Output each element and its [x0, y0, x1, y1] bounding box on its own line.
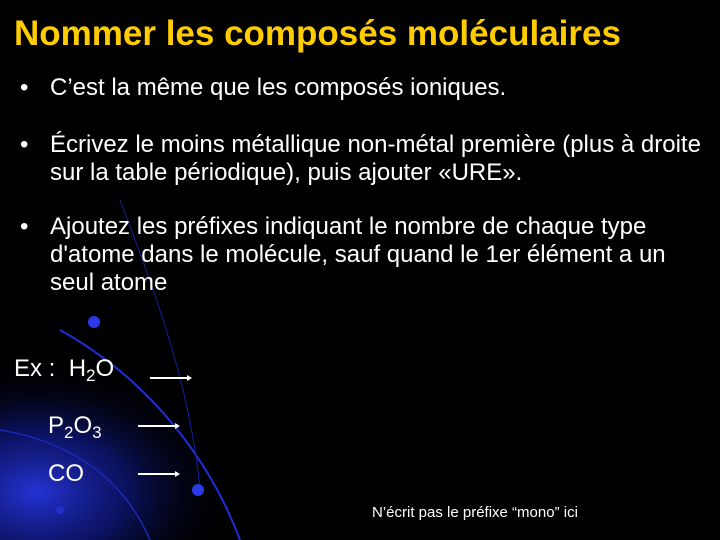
bullet-text: C’est la même que les composés ioniques.: [50, 74, 507, 101]
bullet-item: [14, 74, 704, 102]
bullet-dot: •: [20, 74, 29, 101]
element-symbol: O: [73, 412, 93, 439]
slide-title: Nommer les composés moléculaires: [14, 14, 621, 53]
arrow-icon: [150, 377, 190, 379]
element-symbol: H: [68, 355, 87, 382]
decor-dot: [56, 506, 64, 514]
arrow-icon: [138, 473, 178, 475]
example-co: [48, 460, 84, 488]
formula: [68, 355, 115, 385]
element-symbol: P: [48, 412, 65, 439]
bullet-text: Ajoutez les préfixes indiquant le nombre de chaque type d'atome dans le molécule, sauf quand le 1er élément a un seul atome: [50, 213, 666, 296]
example-h2o: [14, 355, 114, 383]
decor-dot: [88, 316, 100, 328]
footnote: N’écrit pas le préfixe “mono” ici: [372, 504, 578, 521]
subscript: 3: [92, 423, 102, 442]
formula: [48, 412, 102, 442]
bullet-dot: •: [20, 131, 29, 158]
arrow-icon: [138, 425, 178, 427]
example-p2o3: [48, 412, 102, 440]
element-symbol: O: [95, 355, 115, 382]
bullet-dot: •: [20, 213, 29, 240]
subscript: 2: [86, 366, 96, 385]
bullet-list: [14, 74, 704, 297]
subscript: 2: [64, 423, 74, 442]
bullet-item: [14, 213, 704, 297]
bullet-text: Écrivez le moins métallique non-métal première (plus à droite sur la table périodique), puis ajouter «URE».: [50, 131, 701, 186]
decor-dot: [192, 484, 204, 496]
bullet-item: [14, 131, 704, 187]
example-prefix: Ex :: [14, 355, 56, 382]
formula: CO: [48, 460, 84, 487]
